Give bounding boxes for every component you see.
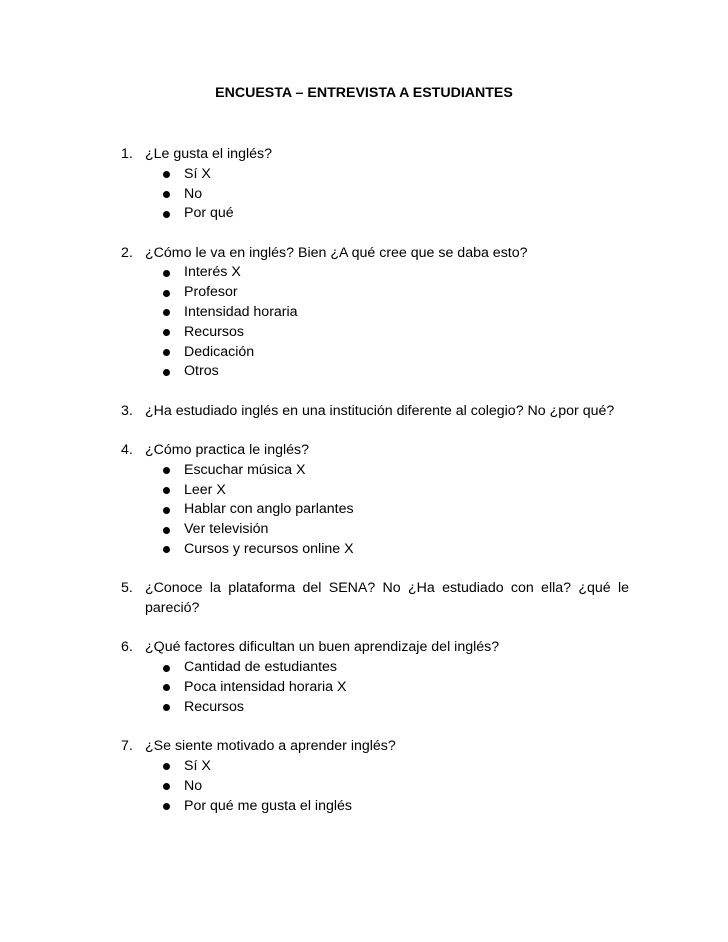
question-number: 2.	[121, 244, 133, 261]
bullet-icon	[163, 467, 170, 474]
question-text: ¿Ha estudiado inglés en una institución diferente al colegio? No ¿por qué?	[145, 402, 615, 419]
question-1	[121, 145, 629, 224]
option-item: Otros	[163, 362, 629, 382]
bullet-icon	[163, 527, 170, 534]
question-2	[121, 244, 629, 383]
bullet-icon	[163, 191, 170, 198]
options-list	[121, 461, 629, 560]
bullet-icon	[163, 665, 170, 672]
question-number: 3.	[121, 402, 133, 419]
option-item: Sí X	[163, 165, 629, 185]
bullet-icon	[163, 270, 170, 277]
bullet-icon	[163, 546, 170, 553]
option-item: Recursos	[163, 698, 629, 718]
question-number: 4.	[121, 442, 133, 459]
bullet-icon	[163, 783, 170, 790]
questions-list	[121, 145, 629, 836]
bullet-icon	[163, 704, 170, 711]
bullet-icon	[163, 290, 170, 297]
question-text: ¿Qué factores dificultan un buen aprendizaje del inglés?	[145, 639, 500, 656]
bullet-icon	[163, 487, 170, 494]
option-item: Intensidad horaria	[163, 303, 629, 323]
bullet-icon	[163, 309, 170, 316]
bullet-icon	[163, 211, 170, 218]
bullet-icon	[163, 684, 170, 691]
question-number: 1.	[121, 146, 133, 162]
question-number: 5.	[121, 580, 133, 597]
options-list	[121, 757, 629, 816]
question-text: ¿Cómo practica le inglés?	[145, 442, 310, 459]
bullet-icon	[163, 171, 170, 178]
option-item: Leer X	[163, 481, 629, 501]
bullet-icon	[163, 329, 170, 336]
options-list	[121, 263, 629, 382]
bullet-icon	[163, 763, 170, 770]
question-text-continued: pareció?	[145, 600, 200, 617]
option-item: Poca intensidad horaria X	[163, 678, 629, 698]
question-text: ¿Le gusta el inglés?	[145, 146, 272, 162]
question-text: ¿Conoce la plataforma del SENA? No ¿Ha estudiado con ella? ¿qué le	[145, 580, 629, 597]
option-item: Sí X	[163, 757, 629, 777]
option-item: Recursos	[163, 323, 629, 343]
bullet-icon	[163, 507, 170, 514]
options-list	[121, 658, 629, 717]
option-item: Profesor	[163, 283, 629, 303]
bullet-icon	[163, 369, 170, 376]
option-item: Escuchar música X	[163, 461, 629, 481]
option-item: Cantidad de estudiantes	[163, 658, 629, 678]
question-5	[121, 579, 629, 619]
bullet-icon	[163, 349, 170, 356]
option-item: No	[163, 185, 629, 205]
option-item: Cursos y recursos online X	[163, 540, 629, 560]
options-list	[121, 165, 629, 224]
question-number: 6.	[121, 639, 133, 656]
question-3	[121, 402, 629, 422]
bullet-icon	[163, 803, 170, 810]
question-number: 7.	[121, 738, 133, 755]
question-4	[121, 441, 629, 560]
question-7	[121, 737, 629, 816]
option-item: Ver televisión	[163, 520, 629, 540]
option-item: No	[163, 777, 629, 797]
option-item: Por qué	[163, 204, 629, 224]
option-item: Interés X	[163, 263, 629, 283]
question-text: ¿Se siente motivado a aprender inglés?	[145, 738, 396, 755]
question-6	[121, 638, 629, 717]
question-text: ¿Cómo le va en inglés? Bien ¿A qué cree que se daba esto?	[145, 244, 528, 261]
option-item: Por qué me gusta el inglés	[163, 797, 629, 817]
document-title: ENCUESTA – ENTREVISTA A ESTUDIANTES	[215, 85, 513, 101]
option-item: Dedicación	[163, 343, 629, 363]
option-item: Hablar con anglo parlantes	[163, 500, 629, 520]
